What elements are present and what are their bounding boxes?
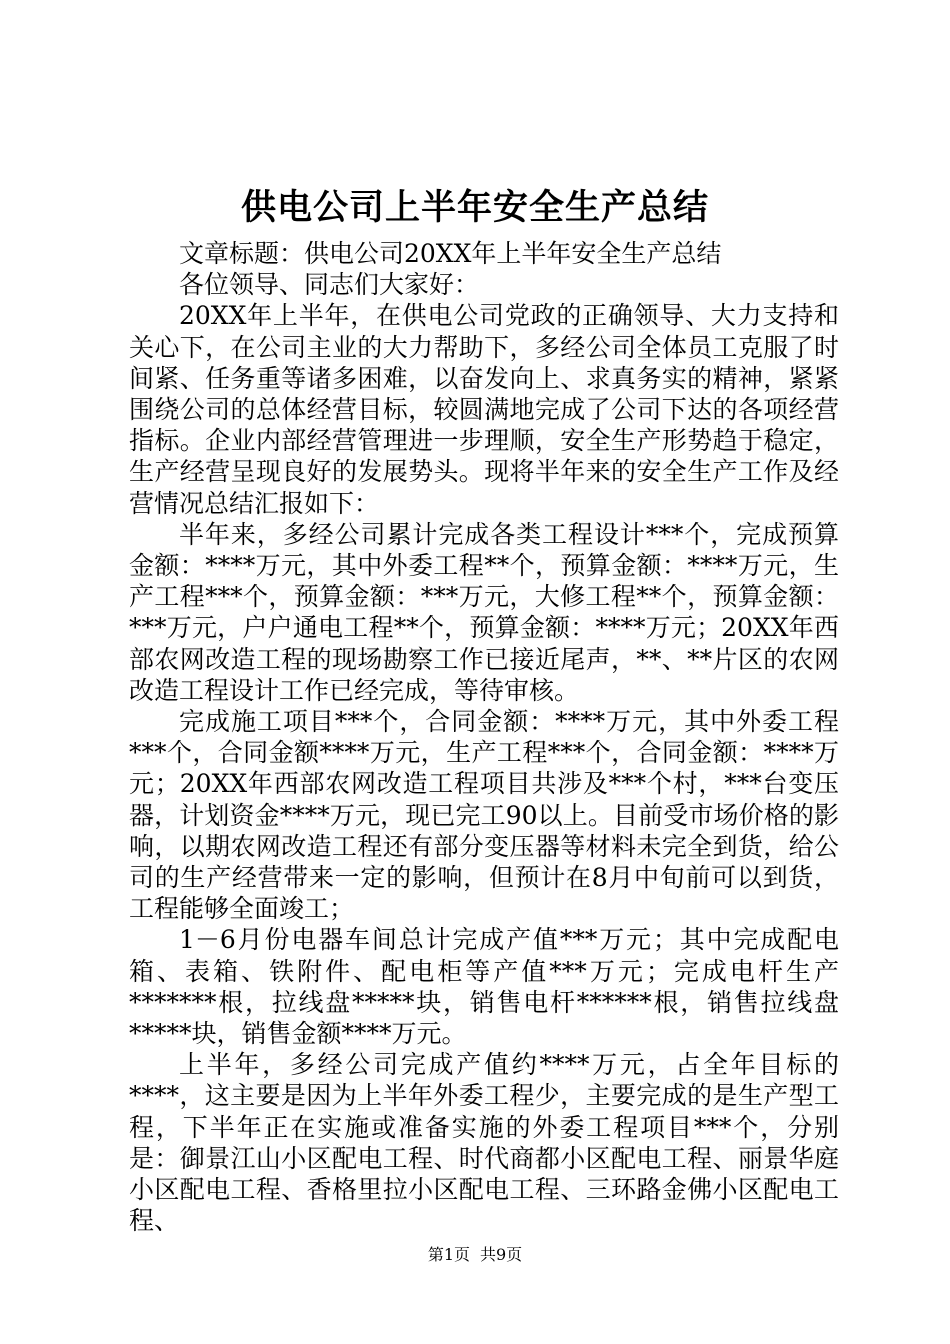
body-paragraph: 1－6月份电器车间总计完成产值***万元；其中完成配电箱、表箱、铁附件、配电柜等产值***万元；完成电杆生产*******根，拉线盘*****块，销售电杆******根，销售拉线盘*****块，销售金额****万元。: [129, 925, 839, 1049]
body-paragraph: 完成施工项目***个，合同金额：****万元，其中外委工程***个，合同金额****万元，生产工程***个，合同金额：****万元；20XX年西部农网改造工程项目共涉及***个村，***台变压器，计划资金****万元，现已完工90以上。目前受市场价格的影响，以期农网改造工程还有部分变压器等材料未完全到货，给公司的生产经营带来一定的影响，但预计在8月中旬前可以到货，工程能够全面竣工；: [129, 707, 839, 924]
body-paragraph: 半年来，多经公司累计完成各类工程设计***个，完成预算金额：****万元，其中外委工程**个，预算金额：****万元，生产工程***个，预算金额：***万元，大修工程**个，预算金额：***万元，户户通电工程**个，预算金额：****万元；20XX年西部农网改造工程的现场勘察工作已接近尾声，**、**片区的农网改造工程设计工作已经完成，等待审核。: [129, 519, 839, 705]
greeting-line: 各位领导、同志们大家好：: [179, 270, 480, 300]
body-paragraph: 上半年，多经公司完成产值约****万元，占全年目标的****，这主要是因为上半年外委工程少，主要完成的是生产型工程，下半年正在实施或准备实施的外委工程项目***个，分别是：御景江山小区配电工程、时代商都小区配电工程、丽景华庭小区配电工程、香格里拉小区配电工程、三环路金佛小区配电工程、: [129, 1050, 839, 1236]
page-total: 共9页: [480, 1245, 523, 1264]
page-number: 第1页: [427, 1245, 470, 1264]
document-body: [129, 238, 839, 1237]
page-footer: [0, 1244, 950, 1266]
document-title: 供电公司上半年安全生产总结: [240, 187, 709, 228]
article-title-line: 文章标题：供电公司20XX年上半年安全生产总结: [179, 239, 722, 268]
body-paragraph: 20XX年上半年，在供电公司党政的正确领导、大力支持和关心下，在公司主业的大力帮助下，多经公司全体员工克服了时间紧、任务重等诸多困难，以奋发向上、求真务实的精神，紧紧围绕公司的总体经营目标，较圆满地完成了公司下达的各项经营指标。企业内部经营管理进一步理顺，安全生产形势趋于稳定，生产经营呈现良好的发展势头。现将半年来的安全生产工作及经营情况总结汇报如下：: [129, 301, 839, 518]
